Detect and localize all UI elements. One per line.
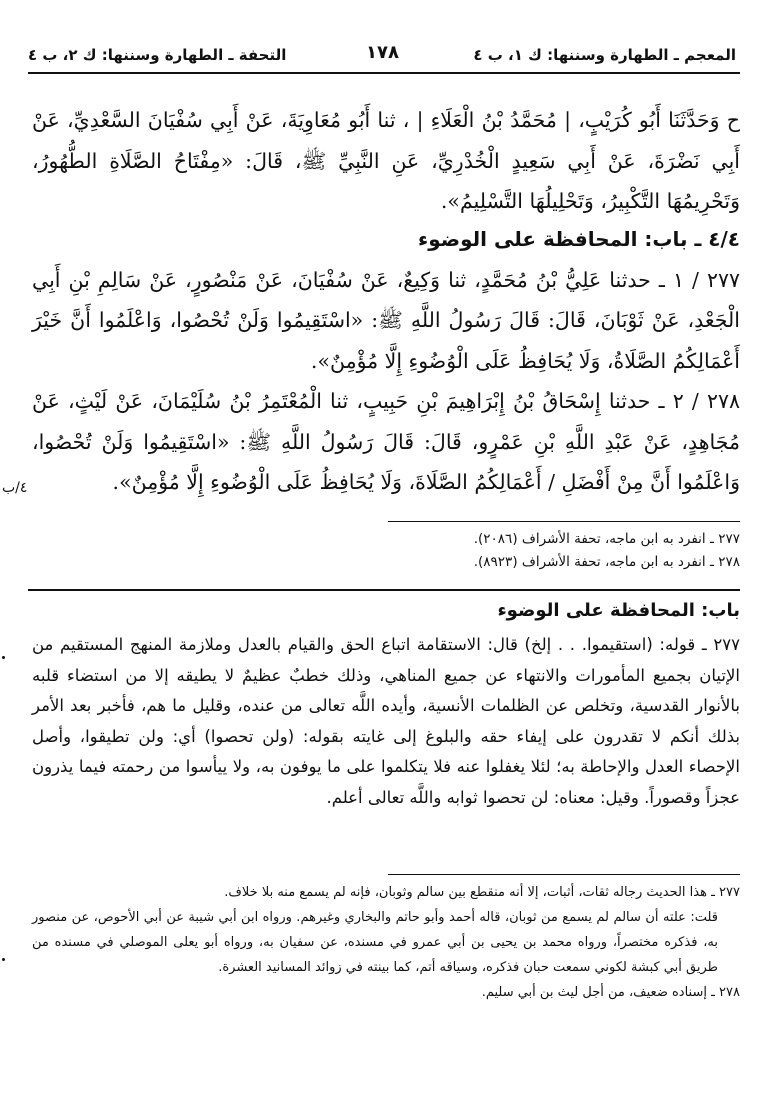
- footnote-rule-bottom: [388, 874, 740, 875]
- footnote-rule: [388, 521, 740, 522]
- footnote-bottom-277: ٢٧٧ ـ هذا الحديث رجاله ثقات، أثبات، إلا أنه منقطع بين سالم وثوبان، فإنه لم يسمع منه بلا خلاف.: [224, 885, 740, 900]
- commentary-block: [32, 598, 740, 813]
- footnote-bottom-277-note: قلت: علته أن سالم لم يسمع من ثوبان، قاله أحمد وأبو حاتم والبخاري وغيرهم. ورواه ابن أبي شيبة عن أبي الأحوص، عن منصور به، فذكره مختصراً، ورواه محمد بن يحيى بن أبي عمرو في مسنده، عن سفيان به، ورواه أبو يعلى الموصلي في مسنده من طريق أبي كبشة لكوني سمعت حبان فذكره، وسياقه أتم، كما بينته في زوائد المسانيد العشرة.: [32, 910, 718, 975]
- header-rule: [28, 72, 740, 74]
- page-number: ١٧٨: [366, 42, 399, 63]
- footnote-277: ٢٧٧ ـ انفرد به ابن ماجه، تحفة الأشراف (٢٠٨٦).: [473, 531, 740, 547]
- hadith-paragraph-intro: ح وَحَدَّثَنَا أَبُو كُرَيْبٍ، | مُحَمَّدُ بْنُ الْعَلَاءِ | ، ثنا أَبُو مُعَاوِيَةَ، عَنْ أَبِي سُفْيَانَ السَّعْدِيِّ، عَنْ أَبِي نَضْرَةَ، عَنْ أَبِي سَعِيدٍ الْخُدْرِيِّ، عَنِ النَّبِيِّ ﷺ، قَالَ: «مِفْتَاحُ الصَّلَاةِ الطُّهُورُ، وَتَحْرِيمُهَا التَّكْبِيرُ، وَتَحْلِيلُهَا التَّسْلِيمُ».: [32, 108, 740, 213]
- margin-note: ٤/ب: [2, 480, 28, 496]
- commentary-text: ٢٧٧ ـ قوله: (استقيموا. . . إلخ) قال: الاستقامة اتباع الحق والقيام بالعدل وملازمة المنهج المستقيم من الإتيان بجميع المأمورات والانتهاء عن جميع المناهي، وذلك خطبٌ عظيمٌ لا يطيقه إلا من استضاء قلبه بالأنوار القدسية، وتخلص عن الظلمات الأنسية، وأيده اللَّه تعالى من عنده، وقليل ما هم، فأخبر بعد الأمر بذلك أنكم لا تقدرون على إيفاء حقه والبلوغ إلى غايته بقوله: (ولن تحصوا) أي: ولن تطيقوا، وأصل الإحصاء العدل والإحاطة به؛ لئلا يغفلوا عنه فلا يتكلموا على ما يوفون به، ولا ييأسوا من رحمته فيما يذرون عجزاً وقصوراً. وقيل: معناه: لن تحصوا ثوابه واللَّه تعالى أعلم.: [32, 635, 740, 807]
- hadith-278: ٢٧٨ / ٢ ـ حدثنا إِسْحَاقُ بْنُ إِبْرَاهِيمَ بْنِ حَبِيبٍ، ثنا الْمُعْتَمِرُ بْنُ سُلَيْمَانَ، عَنْ لَيْثٍ، عَنْ مُجَاهِدٍ، عَنْ عَبْدِ اللَّهِ بْنِ عَمْرٍو، قَالَ: قَالَ رَسُولُ اللَّهِ ﷺ: «اسْتَقِيمُوا وَلَنْ تُحْصُوا، وَاعْلَمُوا أَنَّ مِنْ أَفْضَلِ / أَعْمَالِكُمُ الصَّلَاةَ، وَلَا يُحَافِظُ عَلَى الْوُضُوءِ إِلَّا مُؤْمِنٌ».: [32, 389, 740, 494]
- hadith-277: ٢٧٧ / ١ ـ حدثنا عَلِيُّ بْنُ مُحَمَّدٍ، ثنا وَكِيعٌ، عَنْ سُفْيَانَ، عَنْ مَنْصُورٍ، عَنْ سَالِمِ بْنِ أَبِي الْجَعْدِ، عَنْ ثَوْبَانَ، قَالَ: قَالَ رَسُولُ اللَّهِ ﷺ: «اسْتَقِيمُوا وَلَنْ تُحْصُوا، وَاعْلَمُوا أَنَّ خَيْرَ أَعْمَالِكُمُ الصَّلَاةُ، وَلَا يُحَافِظُ عَلَى الْوُضُوءِ إِلَّا مُؤْمِنٌ».: [32, 267, 740, 373]
- header-right: المعجم ـ الطهارة وسننها: ك ١، ب ٤: [473, 46, 736, 64]
- commentary-chapter-title: باب: المحافظة على الوضوء: [497, 600, 740, 621]
- section-rule: [28, 589, 740, 591]
- hadith-block: [32, 100, 740, 503]
- margin-dot: [2, 958, 5, 961]
- footnote-278: ٢٧٨ ـ انفرد به ابن ماجه، تحفة الأشراف (٨٩٢٣).: [473, 554, 740, 570]
- running-header: [28, 42, 736, 72]
- footnote-bottom-278: ٢٧٨ ـ إسناده ضعيف، من أجل ليث بن أبي سليم.: [481, 985, 740, 1000]
- header-left: التحفة ـ الطهارة وسننها: ك ٢، ب ٤: [28, 46, 287, 64]
- footnotes-bottom: [32, 880, 740, 1005]
- margin-dot: [2, 656, 5, 659]
- chapter-title: ٤/٤ ـ باب: المحافظة على الوضوء: [418, 226, 740, 251]
- footnotes-top: [32, 528, 740, 574]
